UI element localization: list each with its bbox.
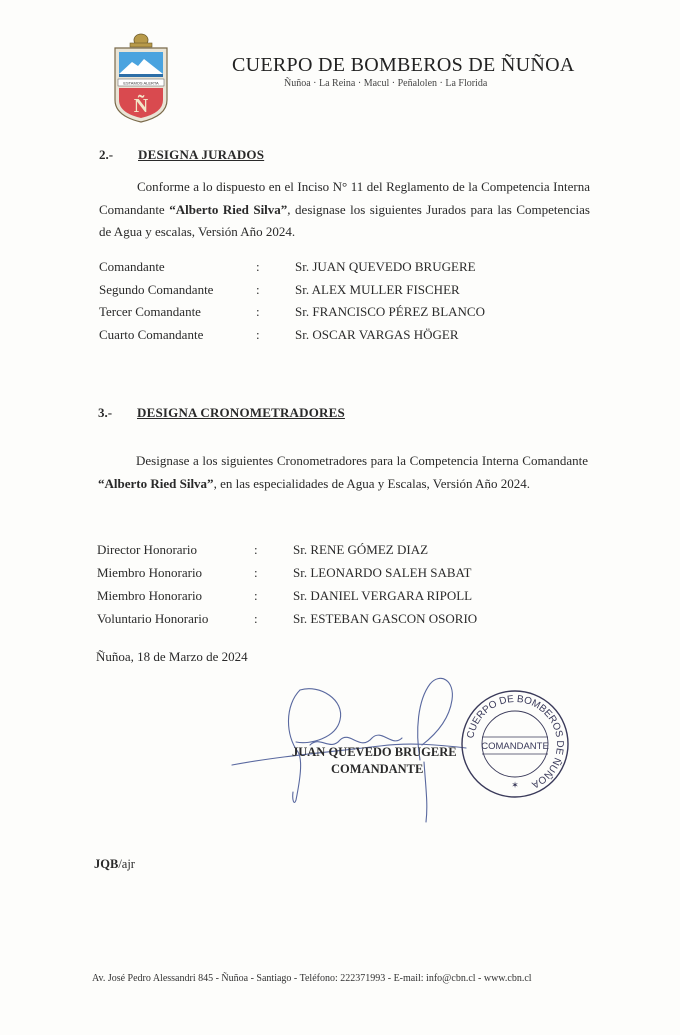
appointment-role: Miembro Honorario (97, 565, 203, 580)
footer-contact: Av. José Pedro Alessandri 845 - Ñuñoa - Santiago - Teléfono: 222371993 - E-mail: info@cbn.cl - www.cbn.cl (92, 973, 532, 984)
stamp-star-icon: ✶ (511, 780, 519, 790)
section-3-title: DESIGNA CRONOMETRADORES (137, 405, 345, 420)
reference-initials (94, 857, 135, 872)
appointment-name: Sr. OSCAR VARGAS HÖGER (295, 327, 459, 342)
stamp-ring-text: CUERPO DE BOMBEROS DE ÑUÑOA (465, 693, 566, 791)
section-3-text-after: , en las especialidades de Agua y Escalas, Versión Año 2024. (213, 475, 530, 491)
appointment-separator: : (256, 282, 260, 297)
jurados-list (99, 259, 519, 349)
appointment-role: Director Honorario (97, 542, 197, 557)
stamp-center-text: COMANDANTE (481, 741, 549, 752)
organization-title: CUERPO DE BOMBEROS DE ÑUÑOA (232, 54, 575, 76)
section-2-number: 2.- (99, 147, 114, 162)
section-3-number: 3.- (98, 405, 113, 420)
appointment-name: Sr. FRANCISCO PÉREZ BLANCO (295, 304, 485, 319)
appointment-role: Segundo Comandante (99, 282, 214, 297)
appointment-separator: : (254, 565, 258, 580)
appointment-separator: : (256, 304, 260, 319)
appointment-name: Sr. LEONARDO SALEH SABAT (293, 565, 472, 580)
appointment-role: Comandante (99, 259, 165, 274)
initials-rest: /ajr (118, 857, 135, 871)
appointment-separator: : (254, 611, 258, 626)
fire-department-crest-icon (112, 30, 170, 124)
appointment-separator: : (256, 259, 260, 274)
signatory-name: JUAN QUEVEDO BRUGERE (292, 745, 457, 759)
initials-bold: JQB (94, 857, 119, 871)
organization-communes: Ñuñoa · La Reina · Macul · Peñalolen · La Florida (284, 78, 488, 89)
appointment-role: Voluntario Honorario (97, 611, 209, 626)
appointment-name: Sr. RENE GÓMEZ DIAZ (293, 542, 429, 557)
appointment-name: Sr. JUAN QUEVEDO BRUGERE (295, 259, 476, 274)
crest-banner-text: ESTAMOS ALERTA (123, 80, 159, 86)
appointment-separator: : (254, 542, 258, 557)
section-2-title: DESIGNA JURADOS (138, 147, 265, 162)
section-2-text-before: Conforme a lo dispuesto en el Inciso N° 11 del Reglamento de la Competencia Interna Comandante (99, 179, 590, 217)
crest-letter: Ñ (133, 95, 149, 117)
cronometradores-list (97, 542, 517, 632)
appointment-separator: : (256, 327, 260, 342)
date-line: Ñuñoa, 18 de Marzo de 2024 (96, 649, 248, 664)
section-2-paragraph (99, 176, 590, 244)
appointment-role: Tercer Comandante (99, 304, 201, 319)
official-stamp-icon (458, 688, 572, 800)
appointment-separator: : (254, 588, 258, 603)
appointment-name: Sr. DANIEL VERGARA RIPOLL (293, 588, 473, 603)
appointment-name: Sr. ESTEBAN GASCON OSORIO (293, 611, 478, 626)
section-2-text-after: , designase los siguientes Jurados para las Competencias de Agua y escalas, Versión Año 2024. (99, 201, 590, 239)
section-2-text-bold: “Alberto Ried Silva” (169, 201, 288, 217)
section-3-text-before: Designase a los siguientes Cronometradores para la Competencia Interna Comandante (136, 453, 588, 468)
appointment-role: Miembro Honorario (97, 588, 203, 603)
section-3-paragraph (98, 450, 588, 495)
section-3-text-bold: “Alberto Ried Silva” (98, 475, 214, 491)
appointment-name: Sr. ALEX MULLER FISCHER (295, 282, 460, 297)
appointment-role: Cuarto Comandante (99, 327, 204, 342)
signatory-title: COMANDANTE (331, 762, 424, 776)
